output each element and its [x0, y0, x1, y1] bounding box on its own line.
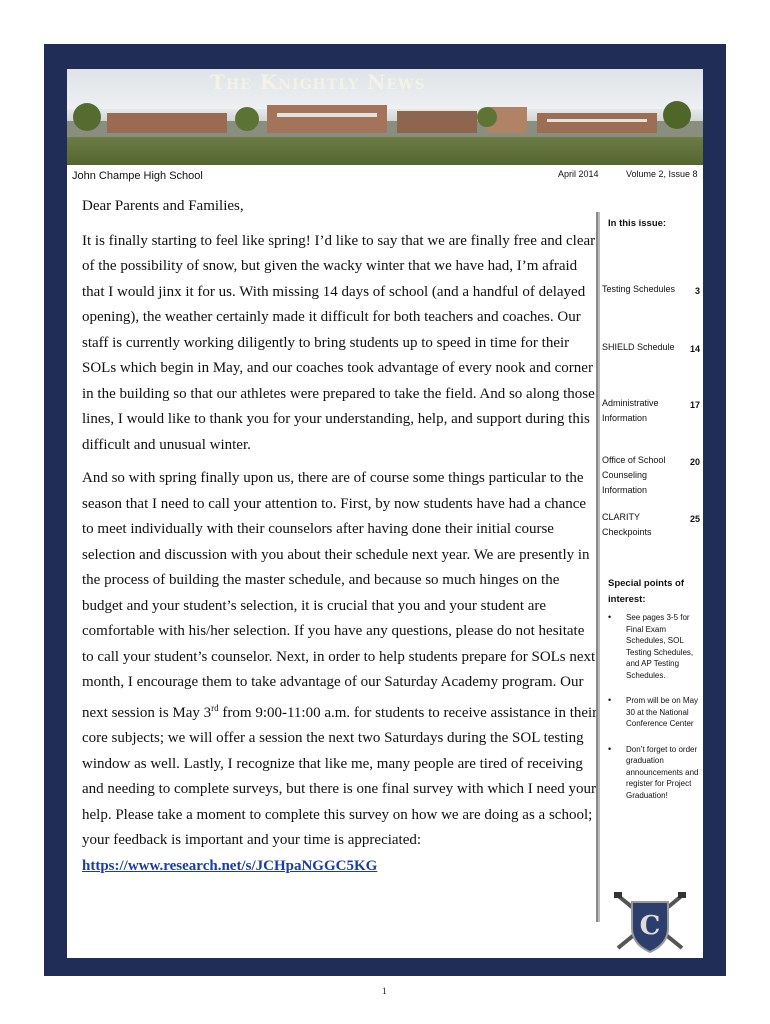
- bullet-text: Don’t forget to order graduation announcements and register for Project Graduation!: [626, 744, 699, 800]
- newsletter-title: The Knightly News: [210, 70, 426, 94]
- bullet-icon: •: [608, 612, 612, 622]
- in-this-issue-heading: In this issue:: [608, 218, 667, 229]
- letter-body: [82, 194, 598, 887]
- ordinal-suffix: rd: [211, 702, 219, 713]
- toc-title: CLARITY Checkpoints: [602, 512, 652, 537]
- toc-item[interactable]: [602, 396, 700, 426]
- toc-item[interactable]: [602, 510, 700, 540]
- bullet-text: See pages 3-5 for Final Exam Schedules, SOL Testing Schedules, and AP Testing Schedules.: [626, 613, 694, 680]
- toc-page: 25: [689, 514, 700, 524]
- special-points-list: [602, 612, 702, 815]
- salutation: Dear Parents and Families,: [82, 198, 244, 214]
- bullet-text: Prom will be on May 30 at the National Conference Center: [626, 696, 699, 728]
- bullet-icon: •: [608, 743, 612, 754]
- issue-volume: Volume 2, Issue 8: [626, 169, 698, 179]
- toc-item[interactable]: [602, 340, 700, 355]
- shield-crossed-swords-icon: [612, 890, 688, 954]
- school-building-image: [67, 99, 703, 139]
- toc-title: Testing Schedules: [602, 284, 676, 294]
- school-name: John Champe High School: [72, 170, 203, 182]
- column-divider: [596, 212, 600, 922]
- toc-page: 17: [689, 400, 700, 410]
- list-item: [602, 612, 702, 681]
- bullet-icon: •: [608, 695, 612, 705]
- paragraph-2-text-b: from 9:00-11:00 a.m. for students to receive assistance in their core subjects; we will offer a session the next two Saturdays during the SOL testing window as well. Lastly, I recognize that like me, many people are tired of receiving and needing to complete surveys, but there is one final survey with which I need your help. Please take a moment to complete this survey on how we are doing as a school; your feedback is important and your time is appreciated:: [82, 704, 598, 848]
- page-number: 1: [382, 986, 387, 996]
- toc-title: SHIELD Schedule: [602, 342, 675, 352]
- paragraph-2-text-a: And so with spring finally upon us, there are of course some things particular to the season that I need to call your attention to. First, by now students have had a chance to meet individually with their counselors after having done their initial course selection and discussion with you about their schedule next year. We are presently in the process of building the master schedule, and because so much hinges on the budget and your student’s selection, it is crucial that you and your student are comfortable with his/her selection. If you have any questions, please do not hesitate to call your student’s counselor. Next, in order to help students prepare for SOLs next month, I encourage them to take advantage of our Saturday Academy program. Our next session is May 3: [82, 470, 596, 721]
- letter-paragraph-1: It is finally starting to feel like spring! I’d like to say that we are finally free and clear of the possibility of snow, but given the wacky winter that we have had, I’m afraid that I would jinx it for us. With missing 14 days of school (and a handful of delayed opening), the weather certainly made it difficult for both teachers and coaches. Our staff is currently working diligently to bring students up to speed in time for their SOLs which begin in May, and our coaches took advantage of every nook and corner in the building so that our athletes were prepared to take the field. And so along those lines, I would like to thank you for your understanding, help, and support during this difficult and unusual winter.: [82, 232, 596, 453]
- toc-page: 14: [689, 344, 700, 354]
- toc-page: 20: [689, 457, 700, 467]
- toc-page: 3: [694, 286, 700, 296]
- issue-date: April 2014: [558, 169, 599, 179]
- toc-title: Office of School Counseling Information: [602, 455, 666, 495]
- banner-lawn: [67, 137, 703, 165]
- special-points-heading: Special points of interest:: [608, 578, 685, 605]
- letter-paragraph-2: [82, 466, 598, 879]
- list-item: [602, 744, 702, 802]
- list-item: [602, 695, 702, 730]
- svg-text:C: C: [639, 911, 661, 941]
- toc-title: Administrative Information: [602, 398, 659, 423]
- survey-link[interactable]: https://www.research.net/s/JCHpaNGGC5KG: [82, 857, 378, 874]
- toc-item[interactable]: [602, 282, 700, 297]
- toc-item[interactable]: [602, 453, 700, 498]
